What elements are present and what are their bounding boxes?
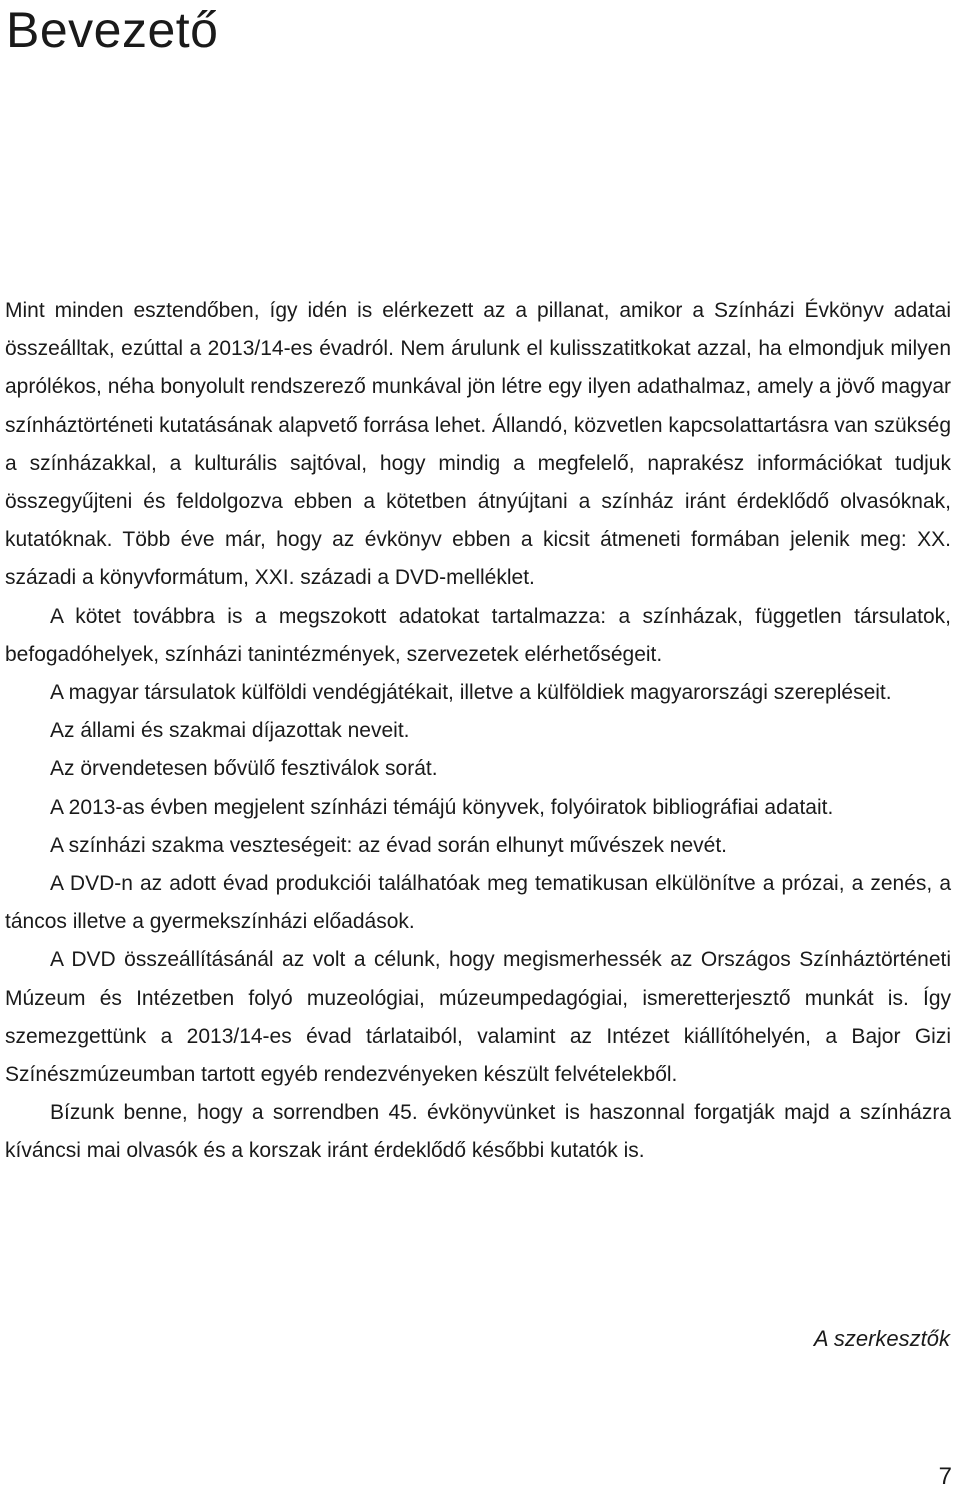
paragraph-guest-performances: A magyar társulatok külföldi vendégjátékait, illetve a külföldiek magyarországi szerepléseit. (50, 681, 892, 705)
paragraph-contents: A kötet továbbra is a megszokott adatokat tartalmazza: a színházak, független társulatok, befogadóhelyek, színházi tanintézmények, szervezetek elérhetőségeit. (5, 604, 951, 666)
paragraph-bibliography: A 2013-as évben megjelent színházi témájú könyvek, folyóiratok bibliográfiai adatait. (50, 795, 834, 819)
paragraph-awards: Az állami és szakmai díjazottak neveit. (50, 719, 410, 743)
paragraph-intro: Mint minden esztendőben, így idén is elérkezett az a pillanat, amikor a Színházi Évkönyv adatai összeálltak, ezúttal a 2013/14-es évadról. Nem árulunk el kulisszatitkokat azzal, ha elmondjuk milyen aprólékos, néha bonyolult rendszerező munkával jön létre egy ilyen adathalmaz, amely a jövő magyar színháztörténeti kutatásának alapvető forrása lehet. Állandó, közvetlen kapcsolattartásra van szükség a színházakkal, a kulturális sajtóval, hogy mindig a megfelelő, naprakész információkat tudjuk összegyűjteni és feldolgozva ebben a kötetben átnyújtani a színház iránt érdeklődő olvasóknak, kutatóknak. Több éve már, hogy az évkönyv ebben a kicsit átmeneti formában jelenik meg: XX. századi a könyvformátum, XXI. századi a DVD-melléklet. (5, 299, 951, 590)
paragraph-closing: Bízunk benne, hogy a sorrendben 45. évkönyvünket is haszonnal forgatják majd a színházra kíváncsi mai olvasók és a korszak iránt érdeklődő későbbi kutatók is. (5, 1101, 951, 1163)
paragraph-dvd-productions: A DVD-n az adott évad produkciói találhatóak meg tematikusan elkülönítve a prózai, a zenés, a táncos illetve a gyermekszínházi előadások. (5, 872, 951, 934)
page-number: 7 (938, 1463, 952, 1490)
paragraph-losses: A színházi szakma veszteségeit: az évad során elhunyt művészek nevét. (50, 833, 728, 857)
signature: A szerkesztők (813, 1326, 950, 1351)
paragraph-dvd-goal: A DVD összeállításánál az volt a célunk, hogy megismerhessék az Országos Színháztörténeti Múzeum és Intézetben folyó muzeológiai, múzeumpedagógiai, ismeretterjesztő munkát is. Így szemezgettünk a 2013/14-es évad tárlataiból, valamint az Intézet kiállítóhelyén, a Bajor Gizi Színészmúzeumban tartott egyéb rendezvényeken készült felvételekből. (5, 948, 951, 1087)
paragraph-festivals: Az örvendetesen bővülő fesztiválok sorát. (50, 757, 438, 781)
page-title: Bevezető (6, 2, 219, 58)
body-text (5, 292, 951, 1171)
